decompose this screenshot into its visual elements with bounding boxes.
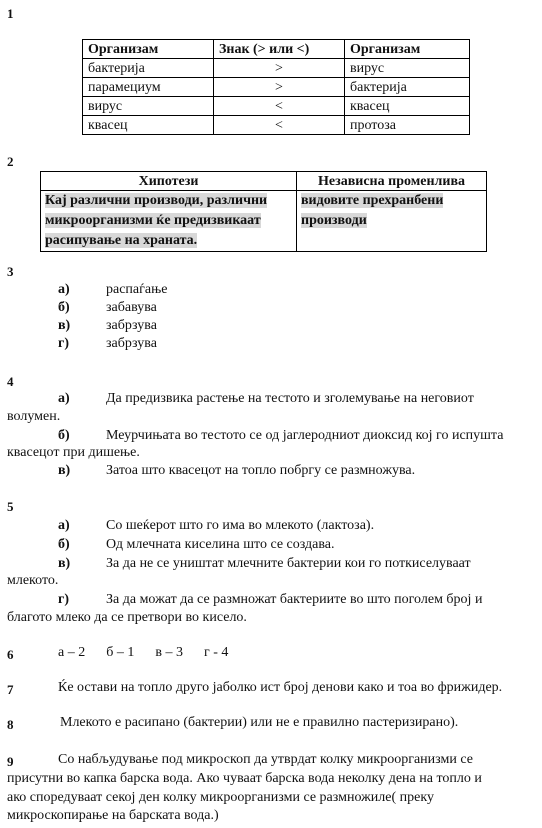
table-cell: парамециум xyxy=(83,78,214,97)
item-label: в) xyxy=(58,463,71,478)
question-number: 7 xyxy=(7,682,14,697)
table-cell: квасец xyxy=(345,97,470,116)
table-header: Знак (> или <) xyxy=(214,40,345,59)
answer-text: Млекото е расипано (бактерии) или не е правилно пастеризирано). xyxy=(60,715,459,730)
variable-line: видовите прехранбени xyxy=(301,193,444,208)
matching-answer: а – 2 б – 1 в – 3 г - 4 xyxy=(58,645,229,660)
hypothesis-line: микроорганизми ќе предизвикаат xyxy=(45,213,261,228)
item-label: б) xyxy=(58,428,70,443)
table-row xyxy=(83,59,470,78)
question-number: 5 xyxy=(7,499,14,514)
item-label: в) xyxy=(58,318,71,333)
item-label: б) xyxy=(58,537,70,552)
question-number: 6 xyxy=(7,647,14,662)
table-cell: вирус xyxy=(83,97,214,116)
answer-text: За да не се уништат млечните бактерии кои го поткиселуваат xyxy=(106,556,471,571)
table-cell: бактерија xyxy=(83,59,214,78)
item-label: г) xyxy=(58,336,70,351)
question-number: 9 xyxy=(7,754,14,769)
answer-text: Да предизвика растење на тестото и зголемување на неговиот xyxy=(106,391,474,406)
question-number: 8 xyxy=(7,717,14,732)
table-row xyxy=(41,191,487,252)
answer-text: Со набљудување под микроскоп да утврдат колку микроорганизми се xyxy=(58,752,473,767)
answer-text: Затоа што квасецот на топло побргу се размножува. xyxy=(106,463,416,478)
question-number: 1 xyxy=(7,6,14,21)
table-row xyxy=(83,78,470,97)
answer-text-continued: квасецот при дишење. xyxy=(7,445,140,460)
item-label: а) xyxy=(58,391,70,406)
table-header: Хипотези xyxy=(41,172,297,191)
table-header: Независна променлива xyxy=(297,172,487,191)
item-answer: забавува xyxy=(106,300,157,315)
answer-text-continued: благото млеко да се претвори во кисело. xyxy=(7,610,247,625)
item-answer: забрзува xyxy=(106,318,157,333)
question-number: 4 xyxy=(7,374,14,389)
variable-cell xyxy=(297,191,487,252)
hypothesis-line: расипување на храната. xyxy=(45,233,198,248)
table-row xyxy=(83,116,470,135)
table-header: Организам xyxy=(345,40,470,59)
organism-comparison-table xyxy=(82,39,470,135)
table-cell: вирус xyxy=(345,59,470,78)
table-cell: > xyxy=(214,78,345,97)
answer-text: Од млечната киселина што се создава. xyxy=(106,537,335,552)
hypothesis-line: Кај различни производи, различни xyxy=(45,193,268,208)
item-answer: распаѓање xyxy=(106,282,168,297)
item-label: в) xyxy=(58,556,71,571)
variable-line: производи xyxy=(301,213,367,228)
hypothesis-cell xyxy=(41,191,297,252)
table-cell: > xyxy=(214,59,345,78)
answer-text-continued: волумен. xyxy=(7,409,61,424)
question-number: 2 xyxy=(7,154,14,169)
table-cell: < xyxy=(214,116,345,135)
table-cell: < xyxy=(214,97,345,116)
answer-text-continued: млекото. xyxy=(7,573,59,588)
table-cell: бактерија xyxy=(345,78,470,97)
item-label: б) xyxy=(58,300,70,315)
answer-text: За да можат да се размножат бактериите во што поголем број и xyxy=(106,592,483,607)
answer-text: Со шеќерот што го има во млекото (лактоза). xyxy=(106,518,375,533)
answer-text-continued: ако споредуваат секој ден колку микроорганизми се размножиле( преку xyxy=(7,790,434,805)
item-label: а) xyxy=(58,518,70,533)
table-cell: протоза xyxy=(345,116,470,135)
table-header: Организам xyxy=(83,40,214,59)
table-row xyxy=(83,97,470,116)
item-label: а) xyxy=(58,282,70,297)
answer-text-continued: присутни во капка барска вода. Ако чуваат барска вода неколку дена на топло и xyxy=(7,771,482,786)
answer-text: Ќе остави на топло друго јаболко ист број денови како и тоа во фрижидер. xyxy=(58,680,503,695)
answer-text: Меурчињата во тестото се од јаглеродниот диоксид кој го испушта xyxy=(106,428,504,443)
hypothesis-table xyxy=(40,171,487,252)
answer-text-continued: микроскопирање на барската вода.) xyxy=(7,808,219,823)
item-answer: забрзува xyxy=(106,336,157,351)
table-cell: квасец xyxy=(83,116,214,135)
item-label: г) xyxy=(58,592,70,607)
question-number: 3 xyxy=(7,264,14,279)
